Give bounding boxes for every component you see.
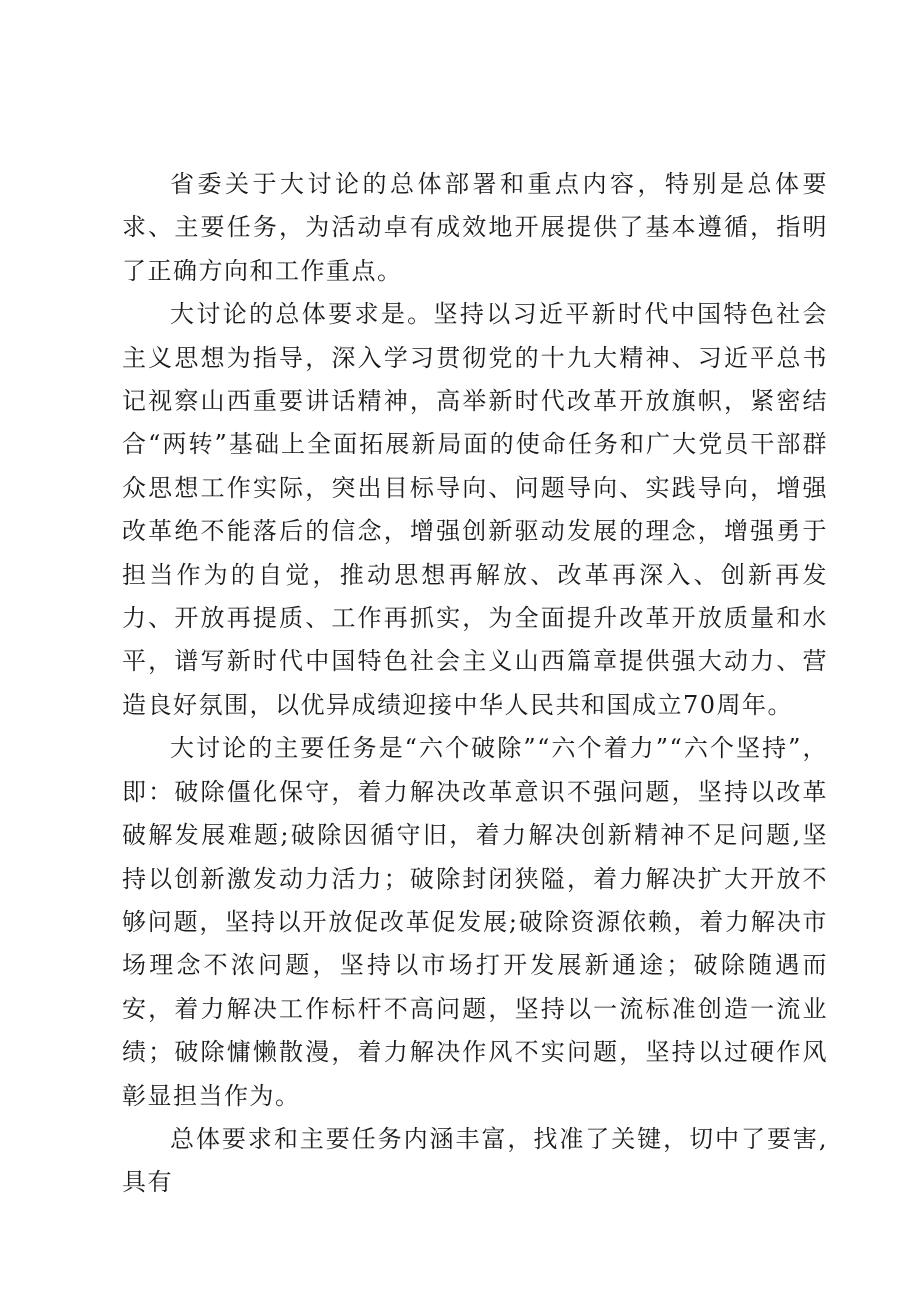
document-body: [122, 163, 828, 1205]
paragraph-main-tasks: 大讨论的主要任务是“六个破除”“六个着力”“六个坚持”，即：破除僵化保守，着力解决改革意识不强问题，坚持以改革破解发展难题;破除因循守旧，着力解决创新精神不足问题,坚持以创新激发动力活力；破除封闭狭隘，着力解决扩大开放不够问题，坚持以开放促改革促发展;破除资源依赖，着力解决市场理念不浓问题，坚持以市场打开发展新通途；破除随遇而安，着力解决工作标杆不高问题，坚持以一流标准创造一流业绩；破除慵懒散漫，着力解决作风不实问题，坚持以过硬作风彰显担当作为。: [122, 734, 828, 1110]
paragraph-summary: 总体要求和主要任务内涵丰富，找准了关键，切中了要害,具有: [122, 1124, 828, 1197]
paragraph-overall-requirements: 大讨论的总体要求是。坚持以习近平新时代中国特色社会主义思想为指导，深入学习贯彻党的十九大精神、习近平总书记视察山西重要讲话精神，高举新时代改革开放旗帜，紧密结合“两转”基础上全面拓展新局面的使命任务和广大党员干部群众思想工作实际，突出目标导向、问题导向、实践导向，增强改革绝不能落后的信念，增强创新驱动发展的理念，增强勇于担当作为的自觉，推动思想再解放、改革再深入、创新再发力、开放再提质、工作再抓实，为全面提升改革开放质量和水平，谱写新时代中国特色社会主义山西篇章提供强大动力、营造良好氛围，以优异成绩迎接中华人民共和国成立70周年。: [122, 300, 828, 719]
paragraph-intro: 省委关于大讨论的总体部署和重点内容，特别是总体要求、主要任务，为活动卓有成效地开展提供了基本遵循，指明了正确方向和工作重点。: [122, 170, 828, 285]
